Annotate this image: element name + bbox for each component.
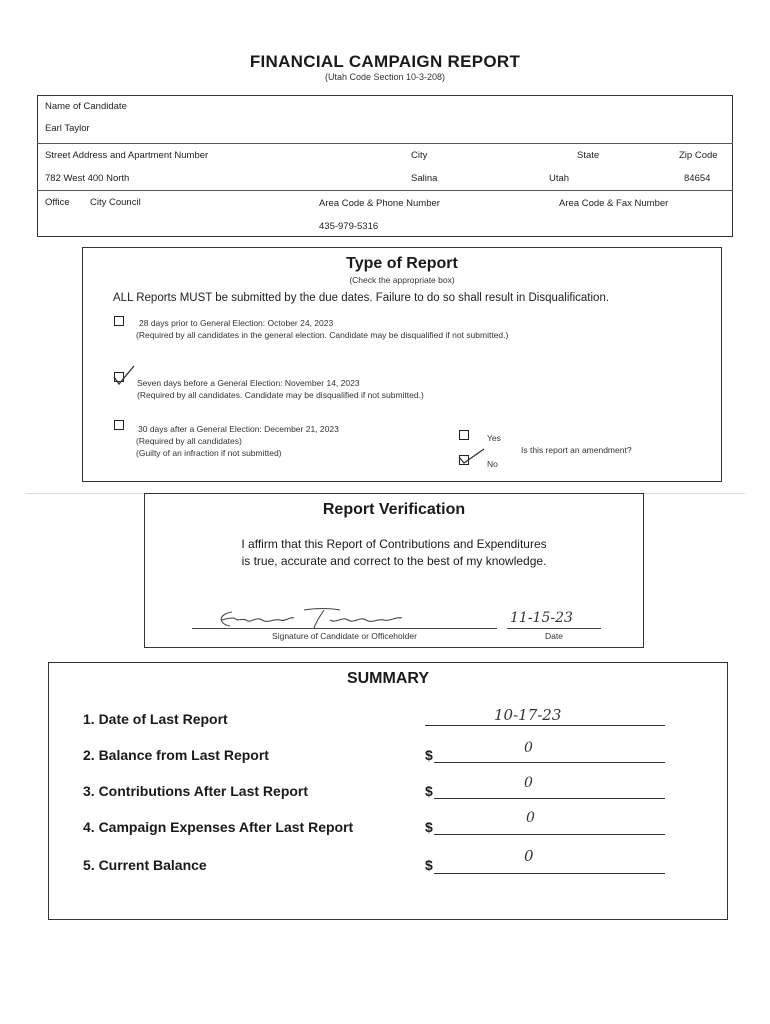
date-line bbox=[507, 628, 601, 629]
option-line1: 28 days prior to General Election: October 24, 2023 bbox=[139, 318, 334, 328]
summary-title: SUMMARY bbox=[346, 670, 430, 687]
option-28-days-checkbox[interactable] bbox=[114, 316, 124, 326]
checkmark-icon bbox=[110, 364, 136, 386]
option-line1: Seven days before a General Election: November 14, 2023 bbox=[137, 378, 360, 388]
verification-statement: I affirm that this Report of Contributions and Expenditures bbox=[241, 537, 547, 551]
name-value: Earl Taylor bbox=[45, 123, 90, 134]
currency-symbol: $ bbox=[425, 819, 433, 835]
summary-item-line bbox=[434, 762, 665, 763]
option-line2: (Required by all candidates. Candidate may be disqualified if not submitted.) bbox=[137, 390, 424, 400]
summary-item-label: 5. Current Balance bbox=[83, 857, 207, 873]
state-value: Utah bbox=[549, 173, 570, 184]
checkmark-icon bbox=[456, 446, 486, 466]
street-value: 782 West 400 North bbox=[45, 173, 130, 184]
page-title: FINANCIAL CAMPAIGN REPORT bbox=[249, 52, 521, 71]
option-30-days-checkbox[interactable] bbox=[114, 420, 124, 430]
office-value: City Council bbox=[90, 197, 141, 208]
amendment-question: Is this report an amendment? bbox=[521, 445, 632, 455]
phone-value: 435-979-5316 bbox=[319, 221, 379, 232]
amendment-no-label: No bbox=[487, 459, 498, 469]
amendment-yes-checkbox[interactable] bbox=[459, 430, 469, 440]
phone-label: Area Code & Phone Number bbox=[319, 198, 440, 209]
verification-title: Report Verification bbox=[322, 501, 466, 518]
summary-item-line bbox=[425, 725, 665, 726]
summary-item-value: 0 bbox=[524, 740, 533, 756]
option-line2: (Required by all candidates in the general election. Candidate may be disqualified if not submitted.) bbox=[136, 330, 509, 340]
page-subtitle: (Utah Code Section 10-3-208) bbox=[324, 72, 446, 82]
date-value: 11-15-23 bbox=[510, 610, 573, 626]
fax-label: Area Code & Fax Number bbox=[559, 198, 669, 209]
divider bbox=[37, 190, 733, 191]
amendment-yes-label: Yes bbox=[487, 433, 501, 443]
summary-item-line bbox=[434, 798, 665, 799]
divider bbox=[37, 143, 733, 144]
summary-item-label: 2. Balance from Last Report bbox=[83, 747, 269, 763]
state-label: State bbox=[577, 150, 600, 161]
summary-item-value: 0 bbox=[526, 810, 535, 826]
option-line2: (Required by all candidates) bbox=[136, 436, 242, 446]
date-label: Date bbox=[545, 631, 563, 641]
summary-item-value: 0 bbox=[524, 847, 534, 865]
report-type-title: Type of Report bbox=[346, 255, 458, 272]
office-label: Office bbox=[45, 197, 70, 208]
summary-item-line bbox=[434, 834, 665, 835]
zip-value: 84654 bbox=[684, 173, 711, 184]
option-line1: 30 days after a General Election: December 21, 2023 bbox=[138, 424, 339, 434]
summary-item-label: 4. Campaign Expenses After Last Report bbox=[83, 819, 354, 835]
city-label: City bbox=[411, 150, 428, 161]
summary-item-label: 3. Contributions After Last Report bbox=[83, 783, 309, 799]
summary-item-label: 1. Date of Last Report bbox=[83, 711, 228, 727]
summary-item-value: 10-17-23 bbox=[494, 706, 562, 724]
currency-symbol: $ bbox=[425, 747, 433, 763]
currency-symbol: $ bbox=[425, 783, 433, 799]
signature-line bbox=[192, 628, 497, 629]
report-type-subtitle: (Check the appropriate box) bbox=[349, 275, 455, 285]
option-line3: (Guilty of an infraction if not submitted) bbox=[136, 448, 282, 458]
summary-item-value: 0 bbox=[524, 775, 533, 791]
currency-symbol: $ bbox=[425, 857, 433, 873]
summary-item-line bbox=[434, 873, 665, 874]
verification-statement: is true, accurate and correct to the best of my knowledge. bbox=[241, 554, 547, 568]
zip-label: Zip Code bbox=[679, 150, 718, 161]
candidate-info-box bbox=[37, 95, 733, 237]
report-warning: ALL Reports MUST be submitted by the due dates. Failure to do so shall result in Disqualification. bbox=[113, 292, 610, 304]
name-label: Name of Candidate bbox=[45, 101, 127, 112]
city-value: Salina bbox=[411, 173, 438, 184]
signature-label: Signature of Candidate or Officeholder bbox=[272, 631, 417, 641]
street-label: Street Address and Apartment Number bbox=[45, 150, 209, 161]
